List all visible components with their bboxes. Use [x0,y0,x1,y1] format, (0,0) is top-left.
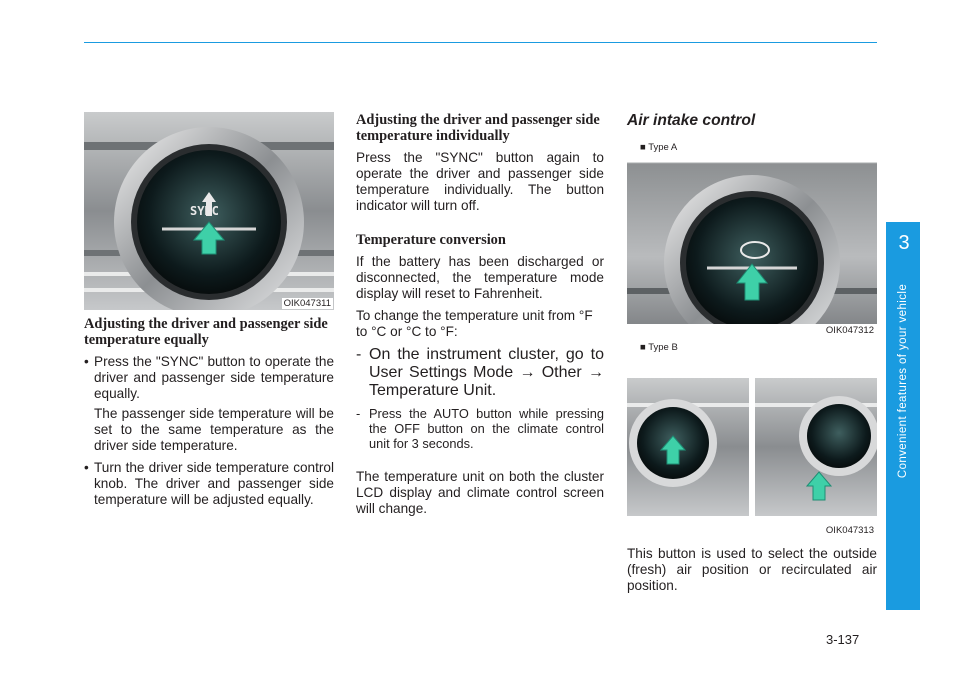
image-code: OIK047312 [825,325,874,336]
section-heading: Temperature conversion [356,232,506,248]
bullet-text: Turn the driver side temperature control knob. The driver and passenger side temperature will be adjusted equally. [94,460,334,507]
paragraph: The temperature unit on both the cluster LCD display and climate control screen will change. [356,469,604,516]
bullet-list [84,354,334,508]
column-2 [356,112,604,517]
dash-text: Press the AUTO button while pressing the OFF button on the climate control unit for 3 seconds. [369,406,604,451]
dash-marker: - [356,346,362,363]
bullet-subtext: The passenger side temperature will be set to the same temperature as the driver side temperature. [94,406,334,453]
section-heading: Adjusting the driver and passenger side temperature individually [356,112,600,144]
dash-item [356,346,604,400]
paragraph: This button is used to select the outside (fresh) air position or recirculated air position. [627,546,877,593]
type-label: ■ Type A [637,142,680,153]
type-b-image [627,338,877,536]
list-item [84,460,334,508]
paragraph: To change the temperature unit from °F to °C or °C to °F: [356,308,593,339]
section-heading: Air intake control [627,112,756,129]
image-code: OIK047311 [283,298,331,309]
type-label: ■ Type B [637,342,681,353]
dash-item [356,406,604,451]
image-code: OIK047313 [825,525,874,536]
header-rule [84,42,877,43]
section-heading: Adjusting the driver and passenger side temperature equally [84,316,328,348]
chapter-title [888,270,918,492]
dash-text: On the instrument cluster, go to User Settings Mode → Other → Temperature Unit. [369,346,604,399]
paragraph: If the battery has been discharged or disconnected, the temperature mode display will reset to Fahrenheit. [356,254,604,301]
chapter-number: 3 [898,232,910,254]
paragraph: Press the "SYNC" button again to operate the driver and passenger side temperature individually. The button indicator will turn off. [356,150,604,213]
page-number: 3-137 [826,632,860,647]
sync-label-on-button: SYNC [190,204,219,218]
list-item [84,354,334,454]
dash-marker: - [356,406,361,421]
type-a-image [627,138,877,336]
sync-button-image [84,112,334,310]
chapter-title-text: Convenient features of your vehicle [897,283,909,479]
column-1 [84,112,334,510]
bullet-text: Press the "SYNC" button to operate the driver and passenger side temperature equally. [94,354,334,401]
column-3 [627,112,877,594]
